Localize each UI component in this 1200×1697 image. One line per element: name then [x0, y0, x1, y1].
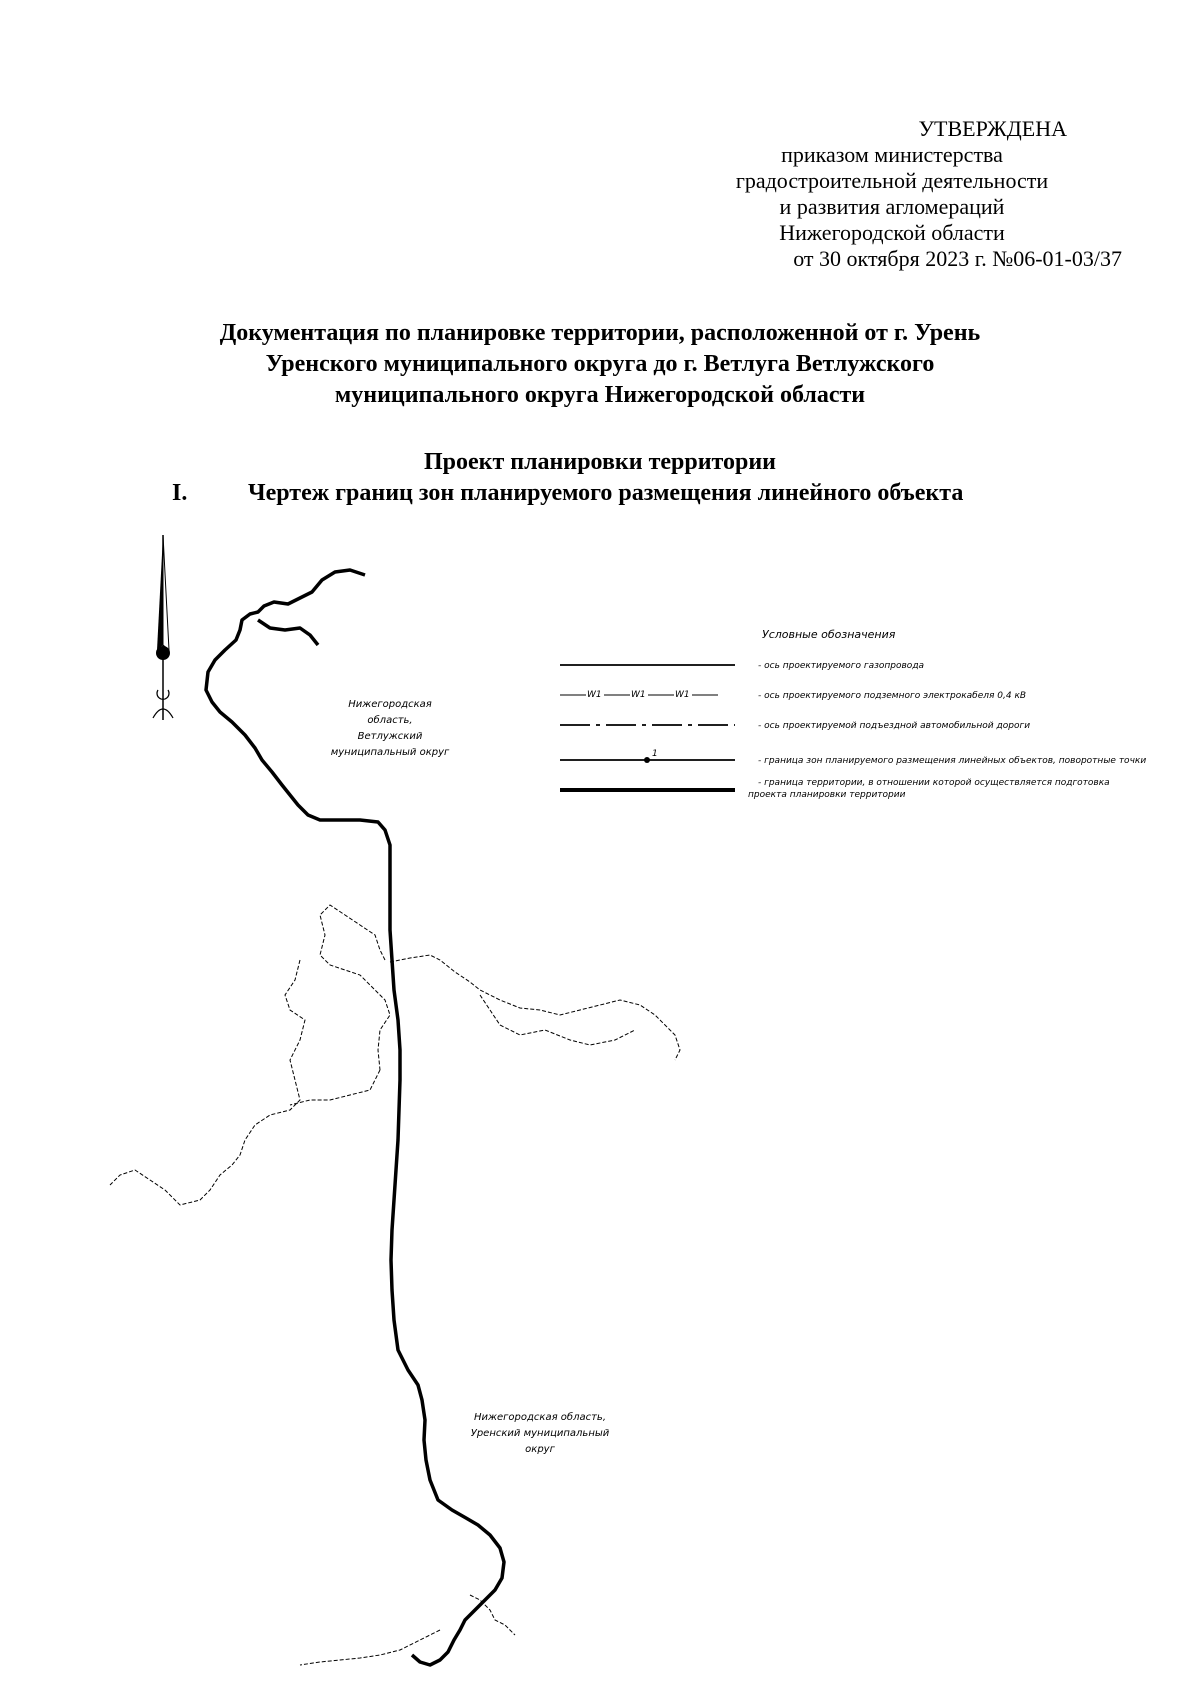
svg-text:область,: область,	[367, 715, 413, 726]
legend-item-label: - ось проектируемого газопровода	[758, 661, 925, 671]
svg-text:Нижегородская область,: Нижегородская область,	[474, 1412, 606, 1423]
approval-line: и развития агломераций	[779, 194, 1005, 219]
legend-item-label: проекта планировки территории	[748, 790, 906, 800]
cable-marker: W1	[675, 690, 690, 700]
region-label-south	[471, 1411, 610, 1455]
svg-text:Уренский муниципальный: Уренский муниципальный	[470, 1428, 610, 1439]
cable-marker: W1	[631, 690, 646, 700]
approval-date: от 30 октября 2023 г. №06-01-03/37	[793, 246, 1122, 271]
cable-marker: W1	[587, 690, 602, 700]
approval-heading: УТВЕРЖДЕНА	[918, 116, 1067, 141]
legend-item-gas-pipeline	[560, 661, 924, 671]
legend-item-label: - ось проектируемой подъездной автомобильной дороги	[758, 721, 1031, 731]
legend-item-label: - ось проектируемого подземного электрокабеля 0,4 кВ	[758, 691, 1027, 701]
title-line: Документация по планировке территории, расположенной от г. Урень	[219, 320, 981, 346]
approval-line: градостроительной деятельности	[735, 168, 1049, 193]
svg-text:Нижегородская: Нижегородская	[348, 699, 432, 710]
document-subtitle: Проект планировки территории	[423, 449, 777, 475]
svg-text:округ: округ	[525, 1444, 555, 1455]
legend	[560, 628, 1146, 800]
region-label-north	[331, 699, 450, 758]
legend-title: Условные обозначения	[762, 628, 896, 641]
svg-text:Ветлужский: Ветлужский	[357, 731, 423, 742]
turning-point-number: 1	[652, 749, 658, 759]
route-line	[206, 570, 504, 1665]
legend-item-road	[560, 721, 1030, 731]
approval-line: Нижегородской области	[779, 220, 1005, 245]
legend-item-boundary	[560, 749, 1146, 766]
title-line: Уренского муниципального округа до г. Ветлуга Ветлужского	[265, 351, 935, 377]
north-arrow-icon	[153, 535, 173, 720]
svg-text:муниципальный округ: муниципальный округ	[330, 747, 450, 758]
section-text: Чертеж границ зон планируемого размещения линейного объекта	[248, 480, 964, 506]
legend-item-cable	[560, 690, 1026, 701]
legend-item-label: - граница зон планируемого размещения линейных объектов, поворотные точки	[758, 756, 1147, 766]
thin-contour	[110, 905, 680, 1665]
legend-item-territory	[560, 778, 1110, 800]
legend-item-label: - граница территории, в отношении которой осуществляется подготовка	[758, 778, 1110, 788]
approval-line: приказом министерства	[781, 142, 1003, 167]
section-number: I.	[172, 480, 188, 506]
title-line: муниципального округа Нижегородской области	[334, 382, 866, 408]
